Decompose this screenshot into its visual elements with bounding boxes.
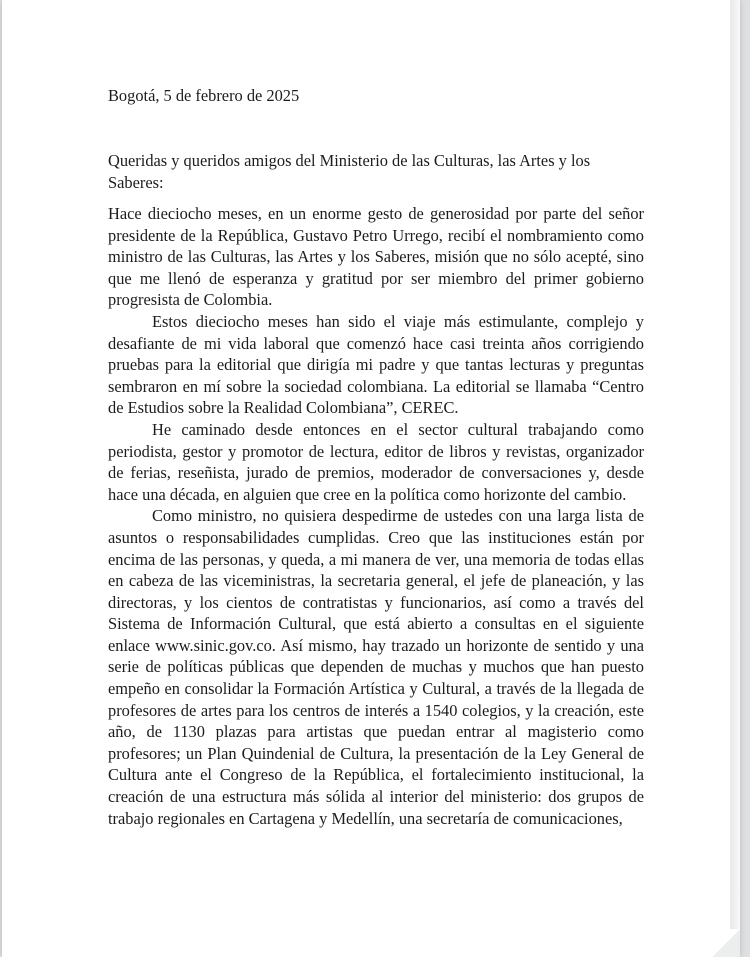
paragraph-3: He caminado desde entonces en el sector cultural trabajando como periodista, gestor y promotor de lectura, editor de libros y revistas, organizador de ferias, reseñista, jurado de premios, moderador de conversaciones y, desde hace una década, en alguien que cree en la política como horizonte del cambio. xyxy=(108,419,644,504)
page-edge-shadow xyxy=(730,0,740,957)
letter-salutation: Queridas y queridos amigos del Ministerio de las Culturas, las Artes y los Saberes: xyxy=(108,151,591,192)
paragraph-4: Como ministro, no quisiera despedirme de ustedes con una larga lista de asuntos o responsabilidades cumplidas. Creo que las instituciones están por encima de las personas, y queda, a mi manera de ver, una memoria de todas ellas en cabeza de las viceministras, la secretaria general, el jefe de planeación, y las directoras, y los cientos de contratistas y funcionarios, así como a través del Sistema de Información Cultural, que está abierto a consultas en el siguiente enlace www.sinic.gov.co. Así mismo, hay trazado un horizonte de sentido y una serie de políticas públicas que dependen de muchas y muchos que han puesto empeño en consolidar la Formación Artística y Cultural, a través de la llegada de profesores de artes para los centros de interés a 1540 colegios, y la creación, este año, de 1130 plazas para artistas que puedan entrar al magisterio como profesores; un Plan Quindenial de Cultura, la presentación de la Ley General de Cultura ante el Congreso de la República, el fortalecimiento institucional, la creación de una estructura más sólida al interior del ministerio: dos grupos de trabajo regionales en Cartagena y Medellín, una secretaría de comunicaciones, xyxy=(108,506,644,828)
letter-page xyxy=(2,0,740,957)
paragraph-2: Estos dieciocho meses han sido el viaje más estimulante, complejo y desafiante de mi vida laboral que comenzó hace casi treinta años corrigiendo pruebas para la editorial que dirigía mi padre y que tantas lecturas y preguntas sembraron en mí sobre la sociedad colombiana. La editorial se llamaba “Centro de Estudios sobre la Realidad Colombiana”, CEREC. xyxy=(108,311,644,418)
page-corner-fold xyxy=(712,929,740,957)
paragraph-1: Hace dieciocho meses, en un enorme gesto de generosidad por parte del señor presidente de la República, Gustavo Petro Urrego, recibí el nombramiento como ministro de las Culturas, las Artes y los Saberes, misión que no sólo acepté, sino que me llenó de esperanza y gratitud por ser miembro del primer gobierno progresista de Colombia. xyxy=(108,204,644,310)
letter-body xyxy=(108,203,644,829)
letter-date: Bogotá, 5 de febrero de 2025 xyxy=(108,86,300,105)
